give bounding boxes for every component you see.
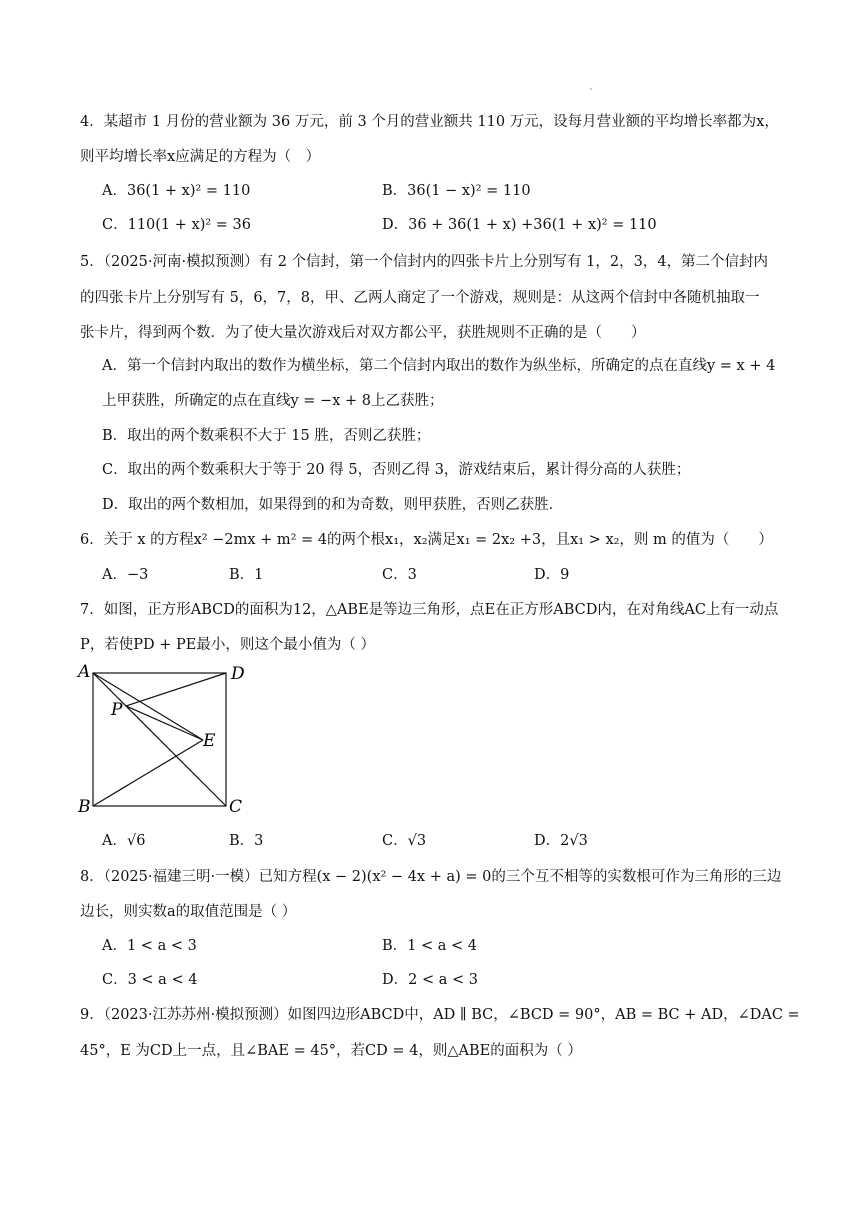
q5-option-b[interactable]: B．取出的两个数乘积不大于 15 胜，否则乙获胜； bbox=[102, 428, 431, 444]
q5-option-a-line2: 上甲获胜，所确定的点在直线y = −x + 8上乙获胜； bbox=[102, 393, 444, 409]
segment-pe bbox=[126, 706, 203, 740]
q7-figure bbox=[74, 660, 264, 820]
segment-be bbox=[93, 740, 203, 806]
q8-stem-line2: 边长，则实数a的取值范围是（ ） bbox=[80, 904, 297, 920]
q4-stem-line2: 则平均增长率x应满足的方程为（ ） bbox=[80, 149, 321, 165]
q8-option-c[interactable]: C．3 < a < 4 bbox=[102, 972, 198, 988]
q5-stem-line2: 的四张卡片上分别写有 5，6，7，8，甲、乙两人商定了一个游戏，规则是：从这两个信封中各随机抽取一 bbox=[80, 290, 760, 306]
scan-dot bbox=[590, 88, 592, 90]
label-e: E bbox=[203, 731, 216, 751]
q6-option-c[interactable]: C．3 bbox=[382, 567, 417, 583]
q8-option-b[interactable]: B．1 < a < 4 bbox=[382, 938, 477, 954]
q6-option-a[interactable]: A．−3 bbox=[102, 567, 149, 583]
label-p: P bbox=[111, 700, 123, 720]
q5-option-a-line1[interactable]: A．第一个信封内取出的数作为横坐标，第二个信封内取出的数作为纵坐标，所确定的点在直线y = x + 4 bbox=[102, 358, 776, 374]
q7-option-d[interactable]: D．2√3 bbox=[534, 833, 588, 849]
q5-option-c[interactable]: C．取出的两个数乘积大于等于 20 得 5，否则乙得 3，游戏结束后，累计得分高的人获胜； bbox=[102, 462, 691, 478]
q7-option-a[interactable]: A．√6 bbox=[102, 833, 146, 849]
label-b: B bbox=[78, 797, 91, 817]
q8-option-d[interactable]: D．2 < a < 3 bbox=[382, 972, 478, 988]
q6-stem: 6．关于 x 的方程x² −2mx + m² = 4的两个根x₁，x₂满足x₁ = 2x₂ +3，且x₁ > x₂，则 m 的值为（ ） bbox=[80, 532, 773, 548]
q4-option-a[interactable]: A．36(1 + x)² = 110 bbox=[102, 183, 251, 199]
q5-stem-line3: 张卡片，得到两个数．为了使大量次游戏后对双方都公平，获胜规则不正确的是（ ） bbox=[80, 325, 646, 341]
q4-stem-line1: 4．某超市 1 月份的营业额为 36 万元，前 3 个月的营业额共 110 万元，设每月营业额的平均增长率都为x， bbox=[80, 114, 779, 130]
q7-stem-line1: 7．如图，正方形ABCD的面积为12，△ABE是等边三角形，点E在正方形ABCD内，在对角线AC上有一动点 bbox=[80, 602, 779, 618]
q4-option-d[interactable]: D．36 + 36(1 + x) +36(1 + x)² = 110 bbox=[382, 217, 657, 233]
q4-option-c[interactable]: C．110(1 + x)² = 36 bbox=[102, 217, 251, 233]
q4-option-b[interactable]: B．36(1 − x)² = 110 bbox=[382, 183, 531, 199]
q6-option-b[interactable]: B．1 bbox=[229, 567, 264, 583]
q7-option-b[interactable]: B．3 bbox=[229, 833, 264, 849]
q8-option-a[interactable]: A．1 < a < 3 bbox=[102, 938, 197, 954]
q9-stem-line2: 45°，E 为CD上一点，且∠BAE = 45°，若CD = 4，则△ABE的面积为（ ） bbox=[80, 1043, 582, 1059]
label-d: D bbox=[231, 664, 245, 684]
label-c: C bbox=[229, 797, 243, 817]
q9-stem-line1: 9．（2023·江苏苏州·模拟预测）如图四边形ABCD中，AD ∥ BC，∠BCD = 90°，AB = BC + AD，∠DAC = bbox=[80, 1007, 800, 1023]
segment-pd bbox=[126, 673, 226, 706]
label-a: A bbox=[78, 662, 91, 682]
q5-stem-line1: 5．（2025·河南·模拟预测）有 2 个信封，第一个信封内的四张卡片上分别写有 1，2，3，4，第二个信封内 bbox=[80, 254, 769, 270]
q6-option-d[interactable]: D．9 bbox=[534, 567, 570, 583]
segment-ae bbox=[93, 673, 203, 740]
q7-option-c[interactable]: C．√3 bbox=[382, 833, 427, 849]
q7-stem-line2: P，若使PD + PE最小，则这个最小值为（ ） bbox=[80, 637, 375, 653]
q5-option-d[interactable]: D．取出的两个数相加，如果得到的和为奇数，则甲获胜，否则乙获胜． bbox=[102, 497, 564, 513]
q8-stem-line1: 8．（2025·福建三明·一模）已知方程(x − 2)(x² − 4x + a) = 0的三个互不相等的实数根可作为三角形的三边 bbox=[80, 869, 782, 885]
